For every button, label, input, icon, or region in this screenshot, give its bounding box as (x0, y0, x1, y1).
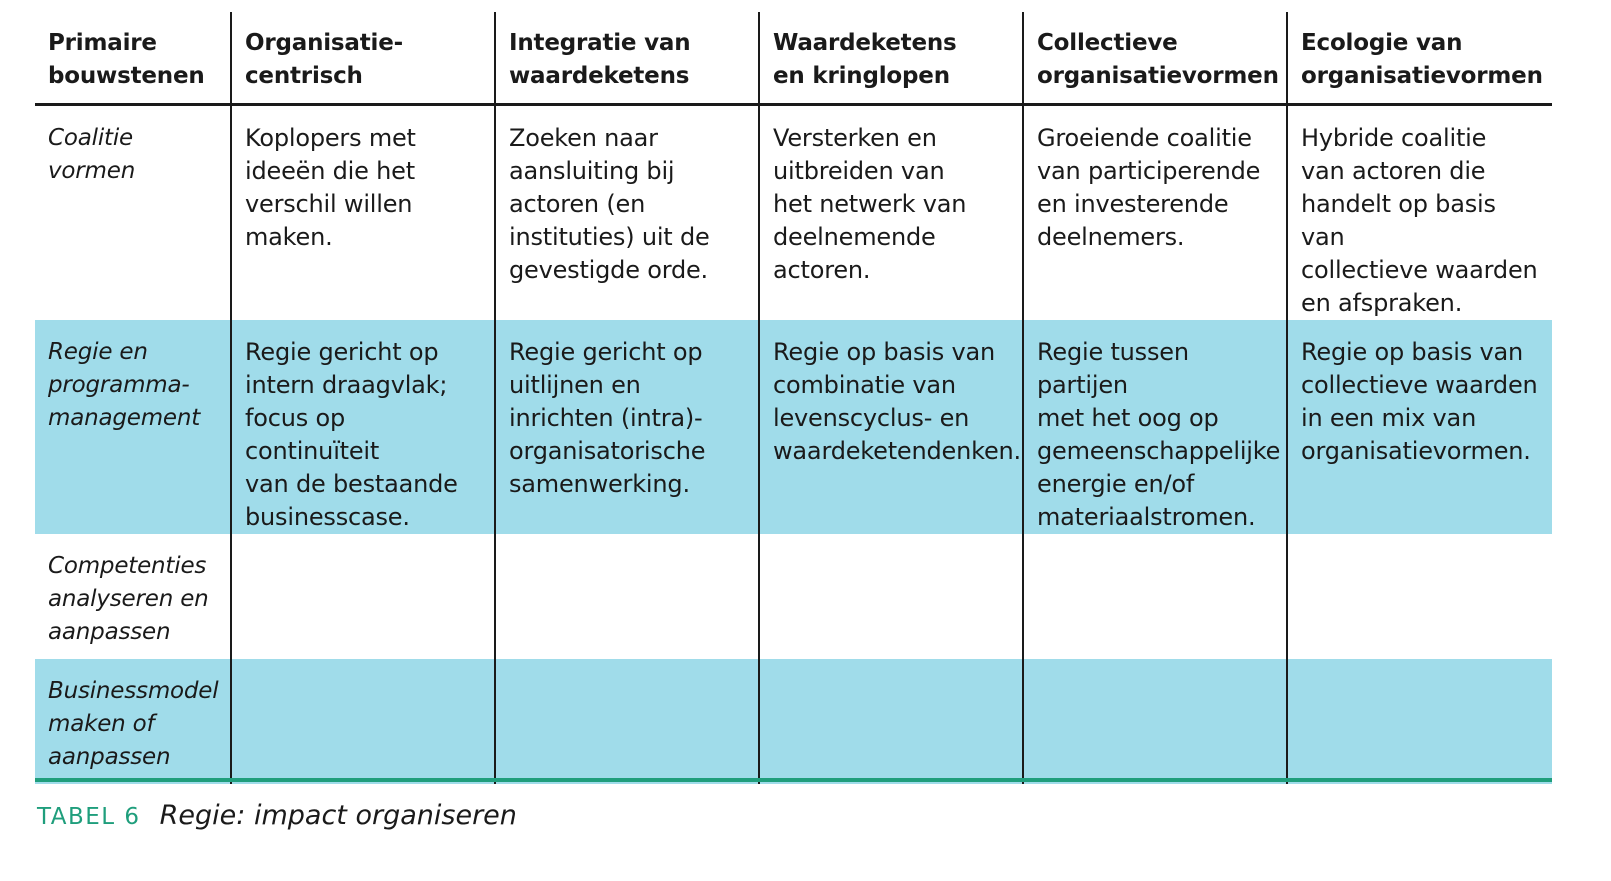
table-cell: Koplopers met ideeën die het verschil willen maken. (231, 104, 495, 320)
row-label-coalitie-vormen: Coalitie vormen (48, 124, 136, 184)
table-caption (37, 800, 517, 831)
caption-number: TABEL 6 (37, 804, 141, 830)
table-cell: Versterken en uitbreiden van het netwerk van deelnemende actoren. (759, 104, 1023, 320)
table-cell (1287, 534, 1552, 659)
table-cell (759, 534, 1023, 659)
table-row (35, 320, 1552, 534)
caption-title: Regie: impact organiseren (159, 800, 517, 831)
table-cell: Zoeken naar aansluiting bij actoren (en instituties) uit de gevestigde orde. (495, 104, 759, 320)
caption-divider (35, 778, 1552, 782)
table-cell: Regie gericht op intern draagvlak; focus op continuïteit van de bestaande businesscase. (231, 320, 495, 534)
table-cell: Regie gericht op uitlijnen en inrichten (intra)- organisatorische samenwerking. (495, 320, 759, 534)
header-cell-ecologie-organisatievormen: Ecologie van organisatievormen (1287, 12, 1552, 104)
header-cell-organisatiecentrisch: Organisatie- centrisch (231, 12, 495, 104)
table-cell (1023, 534, 1287, 659)
table-cell (495, 659, 759, 784)
table-cell (231, 534, 495, 659)
table-row (35, 534, 1552, 659)
header-cell-primaire-bouwstenen: Primaire bouwstenen (48, 30, 205, 89)
row-label-businessmodel: Businessmodel maken of aanpassen (35, 659, 231, 784)
table-row (35, 659, 1552, 784)
header-cell-integratie-waardeketens: Integratie van waardeketens (495, 12, 759, 104)
table-cell: Hybride coalitie van actoren die handelt op basis van collectieve waarden en afspraken. (1287, 104, 1552, 320)
row-label-regie-programmamanagement: Regie en programma- management (35, 320, 231, 534)
header-cell-waardeketens-kringlopen: Waardeketens en kringlopen (759, 12, 1023, 104)
table-cell: Regie op basis van combinatie van levenscyclus- en waardeketendenken. (759, 320, 1023, 534)
table-cell: Regie op basis van collectieve waarden in een mix van organisatievormen. (1287, 320, 1552, 534)
table-row (35, 104, 1552, 320)
table-cell (231, 659, 495, 784)
table-cell: Regie tussen partijen met het oog op gemeenschappelijke energie en/of materiaalstromen. (1023, 320, 1287, 534)
header-cell-collectieve-organisatievormen: Collectieve organisatievormen (1023, 12, 1287, 104)
table-container (35, 12, 1552, 784)
table-cell (1287, 659, 1552, 784)
table-cell (495, 534, 759, 659)
table-cell (759, 659, 1023, 784)
table-cell: Groeiende coalitie van participerende en investerende deelnemers. (1023, 104, 1287, 320)
regie-table (35, 12, 1552, 784)
row-label-competenties: Competenties analyseren en aanpassen (48, 552, 209, 645)
header-row (35, 12, 1552, 104)
table-cell (1023, 659, 1287, 784)
